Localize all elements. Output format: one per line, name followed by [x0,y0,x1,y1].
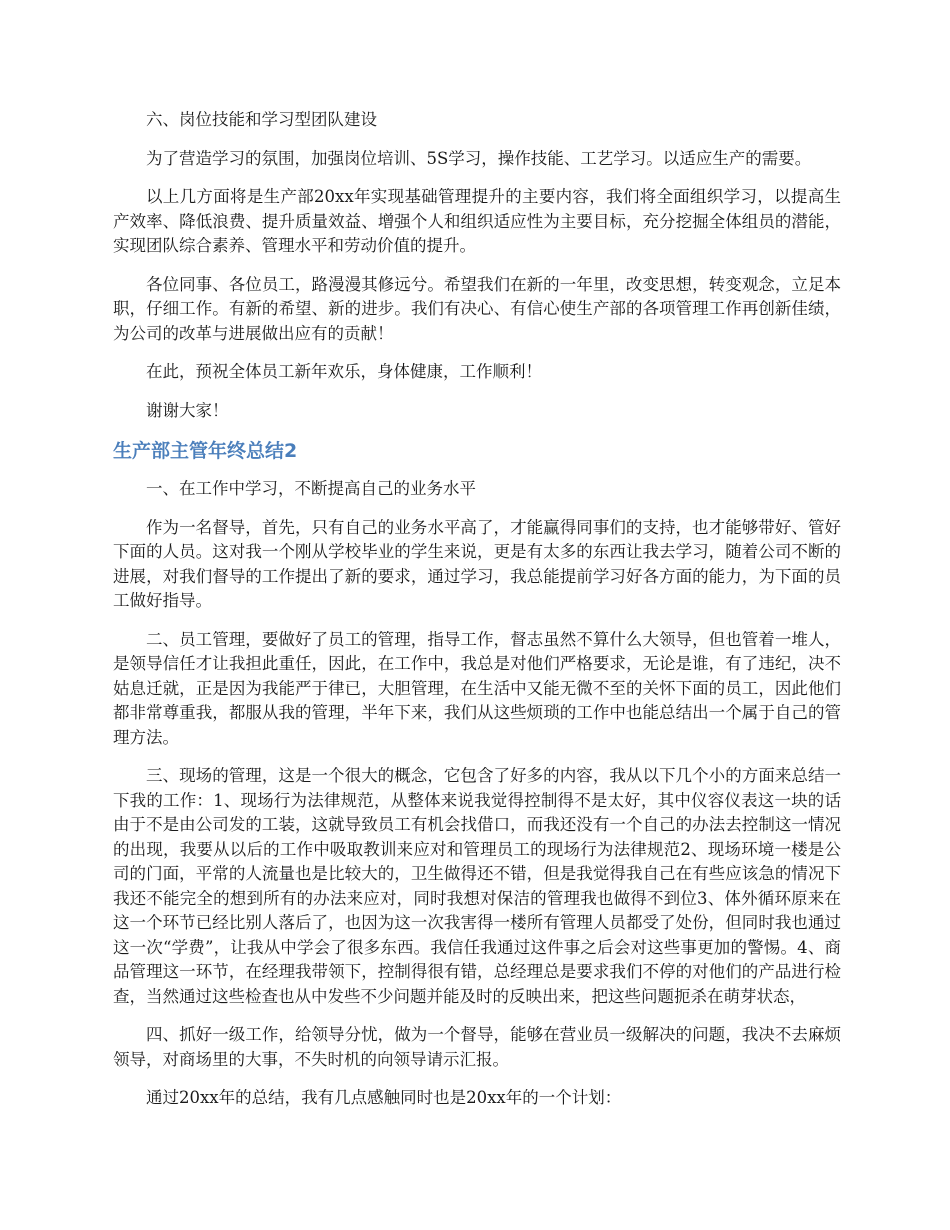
section-title-skills: 六、岗位技能和学习型团队建设 [146,110,377,129]
paragraph-colleagues: 各位同事、各位员工，路漫漫其修远兮。希望我们在新的一年里，改变思想，转变观念，立足本职，仔细工作。有新的希望、新的进步。我们有决心、有信心使生产部的各项管理工作再创新佳绩，为公司的改革与进展做出应有的贡献！ [113,274,841,343]
paragraph-level-one-work: 四、抓好一级工作，给领导分忧，做为一个督导，能够在营业员一级解决的问题，我决不去麻烦领导，对商场里的大事，不失时机的向领导请示汇报。 [113,1025,841,1069]
paragraph-thanks: 谢谢大家！ [146,400,229,420]
section-heading-2: 生产部主管年终总结2 [113,440,298,462]
paragraph-supervisor: 作为一名督导，首先，只有自己的业务水平高了，才能赢得同事们的支持，也才能够带好、管好下面的人员。这对我一个刚从学校毕业的学生来说，更是有太多的东西让我去学习，随着公司不断的进展，对我们督导的工作提出了新的要求，通过学习，我总能提前学习好各方面的能力，为下面的员工做好指导。 [113,517,841,610]
paragraph-site-management: 三、现场的管理，这是一个很大的概念，它包含了好多的内容，我从以下几个小的方面来总结一下我的工作：1、现场行为法律规范，从整体来说我觉得控制得不是太好，其中仪容仪表这一块的话由于不是由公司发的工装，这就导致员工有机会找借口，而我还没有一个自己的办法去控制这一情况的出现，我要从以后的工作中吸取教训来应对和管理员工的现场行为法律规范2、现场环境一楼是公司的门面，平常的人流量也是比较大的，卫生做得还不错，但是我觉得我自己在有些应该急的情况下我还不能完全的想到所有的办法来应对，同时我想对保洁的管理我也做得不到位3、体外循环原来在这一个环节已经比别人落后了，也因为这一次我害得一楼所有管理人员都受了处份，但同时我也通过这一次“学费”，让我从中学会了很多东西。我信任我通过这件事之后会对这些事更加的警惕。4、商品管理这一环节，在经理我带领下，控制得很有错，总经理总是要求我们不停的对他们的产品进行检查，当然通过这些检查也从中发些不少问题并能及时的反映出来，把这些问题扼杀在萌芽状态， [113,766,841,1006]
document-page [113,108,841,1125]
paragraph-plan-intro: 通过20xx年的总结，我有几点感触同时也是20xx年的一个计划： [146,1088,622,1107]
paragraph-staff-management: 二、员工管理，要做好了员工的管理，指导工作，督志虽然不算什么大领导，但也管着一堆人，是领导信任才让我担此重任，因此，在工作中，我总是对他们严格要求，无论是谁，有了违纪，决不姑息迁就，正是因为我能严于律已，大胆管理，在生活中又能无微不至的关怀下面的员工，因此他们都非常尊重我，都服从我的管理，半年下来，我们从这些烦琐的工作中也能总结出一个属于自己的管理方法。 [113,629,841,747]
paragraph-point-1-title: 一、在工作中学习，不断提高自己的业务水平 [146,479,476,498]
paragraph-summary: 以上几方面将是生产部20xx年实现基础管理提升的主要内容，我们将全面组织学习，以提高生产效率、降低浪费、提升质量效益、增强个人和组织适应性为主要目标，充分挖掘全体组员的潜能，实现团队综合素养、管理水平和劳动价值的提升。 [113,187,841,255]
paragraph-learning: 为了营造学习的氛围，加强岗位培训、5S学习，操作技能、工艺学习。以适应生产的需要。 [146,148,812,168]
paragraph-wishes: 在此，预祝全体员工新年欢乐，身体健康，工作顺利！ [146,362,542,381]
